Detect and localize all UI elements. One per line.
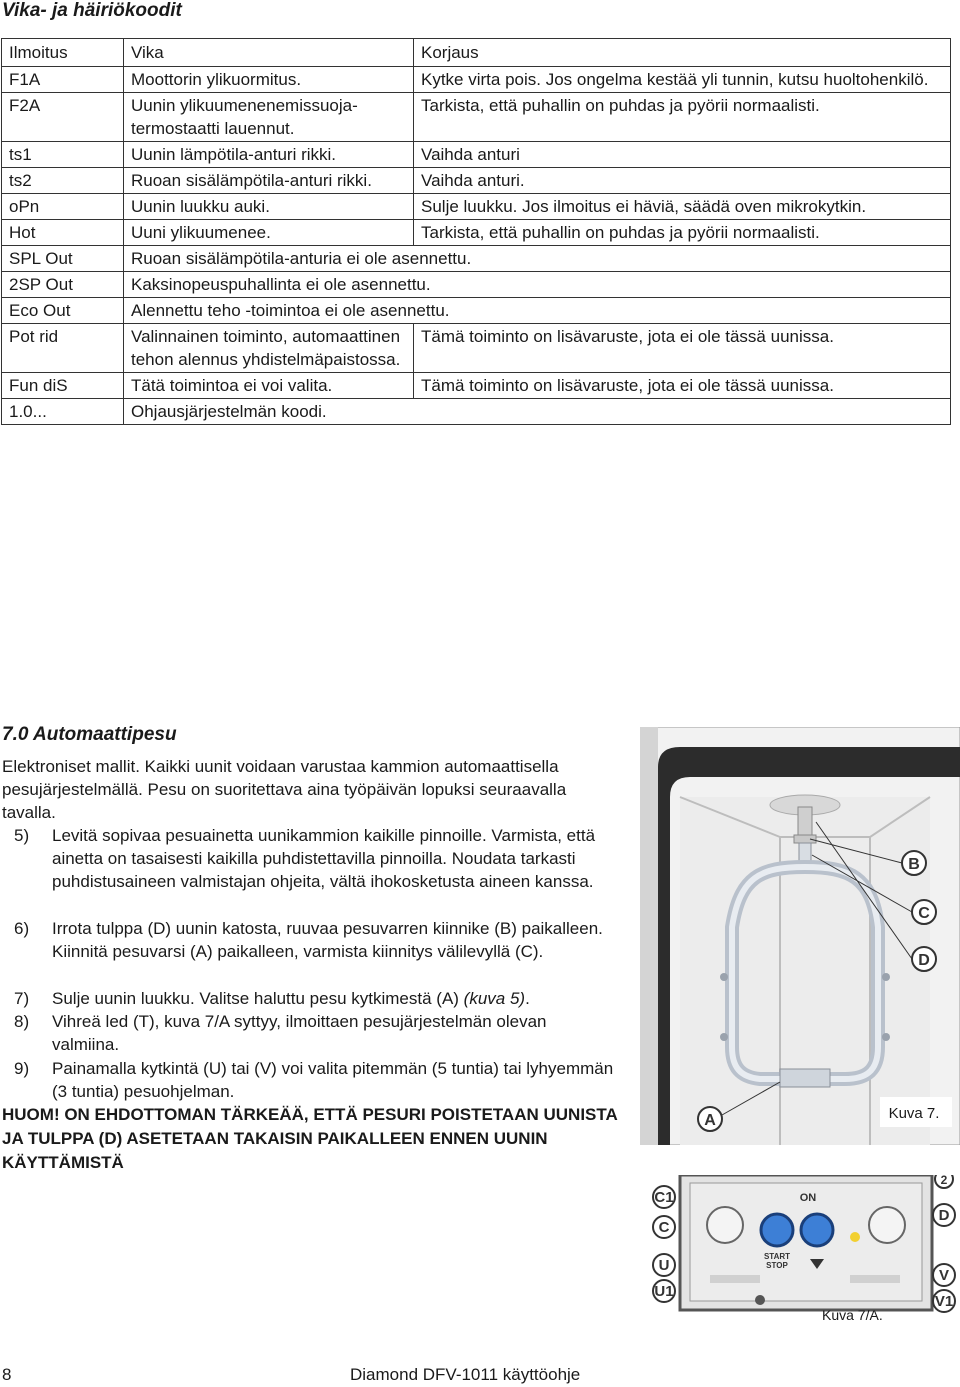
- label-c: C: [918, 905, 930, 922]
- table-row: [2, 142, 951, 168]
- row-fix: Vaihda anturi: [414, 142, 951, 168]
- row-fault: Uuni ylikuumenee.: [124, 220, 414, 246]
- table-row: [2, 246, 951, 272]
- control-panel-illustration: [650, 1175, 960, 1325]
- table-row: [2, 168, 951, 194]
- step-text: [52, 987, 617, 1010]
- row-fault: Alennettu teho -toimintoa ei ole asennettu.: [124, 298, 951, 324]
- table-header-row: [2, 39, 951, 67]
- row-code: Hot: [2, 220, 124, 246]
- label-d: D: [938, 1207, 950, 1224]
- row-code: Eco Out: [2, 298, 124, 324]
- row-fault: Uunin luukku auki.: [124, 194, 414, 220]
- label-2: 2: [940, 1175, 948, 1187]
- section-title: Vika- ja häiriökoodit: [2, 0, 182, 21]
- figure-caption: Kuva 7/A.: [822, 1307, 883, 1323]
- header-fix: Korjaus: [414, 39, 951, 67]
- led-icon: [850, 1232, 860, 1242]
- step-number: 7): [14, 989, 30, 1008]
- table-row: [2, 324, 951, 373]
- row-code: F2A: [2, 93, 124, 142]
- start-label: START: [763, 1252, 791, 1261]
- fault-code-table: [1, 38, 951, 425]
- list-item: [2, 1010, 617, 1056]
- document-title: Diamond DFV-1011 käyttöohje: [350, 1365, 581, 1384]
- row-code: ts2: [2, 168, 124, 194]
- wash-intro: Elektroniset mallit. Kaikki uunit voidaan varustaa kammion automaattisella pesujärjestelmällä. Pesu on suoritettava aina työpäivän lopuksi seuraavalla tavalla.: [2, 757, 567, 822]
- stop-label: STOP: [766, 1261, 788, 1270]
- header-code: Ilmoitus: [2, 39, 124, 67]
- row-fix: Tämä toiminto on lisävaruste, jota ei ole tässä uunissa.: [414, 324, 951, 373]
- list-item: [2, 1057, 617, 1103]
- step-number: 5): [14, 826, 30, 845]
- wash-arm-illustration: [640, 727, 960, 1145]
- table-row: [2, 67, 951, 93]
- label-u: U: [658, 1257, 670, 1274]
- figure-control-panel: [650, 1175, 960, 1325]
- step-text-end: .: [525, 989, 530, 1008]
- label-c1: C1: [654, 1189, 674, 1206]
- step-text: Irrota tulppa (D) uunin katosta, ruuvaa pesuvarren kiinnike (B) paikalleen. Kiinnitä pesuvarsi (A) paikalleen, varmista kiinnitys välilevyllä (C).: [52, 919, 603, 961]
- row-code: F1A: [2, 67, 124, 93]
- row-code: Fun diS: [2, 373, 124, 399]
- page-number: 8: [2, 1365, 12, 1384]
- row-fix: Tarkista, että puhallin on puhdas ja pyörii normaalisti.: [414, 93, 951, 142]
- figure-caption: Kuva 7.: [888, 1105, 940, 1122]
- row-fault: Kaksinopeuspuhallinta ei ole asennettu.: [124, 272, 951, 298]
- list-item: [2, 824, 617, 916]
- row-fault: Uunin ylikuumenenemissuojatermostaatti lauennut.: [124, 93, 414, 142]
- warning-text: HUOM! ON EHDOTTOMAN TÄRKEÄÄ, ETTÄ PESURI POISTETAAN UUNISTA JA TULPPA (D) ASETETAAN TAKAISIN PAIKALLEEN ENNEN UUNIN KÄYTTÄMISTÄ: [2, 1105, 618, 1172]
- step-text-main: Sulje uunin luukku. Valitse haluttu pesu kytkimestä (A): [52, 989, 464, 1008]
- row-fix: Vaihda anturi.: [414, 168, 951, 194]
- label-b: B: [908, 856, 920, 873]
- row-code: oPn: [2, 194, 124, 220]
- row-code: Pot rid: [2, 324, 124, 373]
- row-code: SPL Out: [2, 246, 124, 272]
- row-fault: Ruoan sisälämpötila-anturi rikki.: [124, 168, 414, 194]
- label-v1: V1: [934, 1293, 954, 1310]
- table-row: [2, 298, 951, 324]
- list-item: [2, 987, 617, 1010]
- row-fault: Uunin lämpötila-anturi rikki.: [124, 142, 414, 168]
- table-row: [2, 373, 951, 399]
- table-row: [2, 399, 951, 425]
- list-item: [2, 917, 617, 986]
- on-label: ON: [799, 1192, 817, 1204]
- label-d: D: [918, 952, 930, 969]
- step-number: 6): [14, 919, 30, 938]
- table-row: [2, 272, 951, 298]
- row-fault: Ohjausjärjestelmän koodi.: [124, 399, 951, 425]
- wash-heading: 7.0 Automaattipesu: [2, 724, 177, 745]
- label-v: V: [938, 1267, 950, 1284]
- row-fault: Moottorin ylikuormitus.: [124, 67, 414, 93]
- stop-button-illustration: [801, 1214, 833, 1246]
- step-number: 9): [14, 1059, 30, 1078]
- label-u1: U1: [654, 1283, 674, 1300]
- row-fix: Tarkista, että puhallin on puhdas ja pyörii normaalisti.: [414, 220, 951, 246]
- step-text: Painamalla kytkintä (U) tai (V) voi valita pitemmän (5 tuntia) tai lyhyemmän (3 tuntia) pesuohjelman.: [52, 1059, 614, 1101]
- label-a: A: [704, 1112, 716, 1129]
- row-code: 1.0...: [2, 399, 124, 425]
- table-row: [2, 194, 951, 220]
- start-button-illustration: [761, 1214, 793, 1246]
- row-fix: Kytke virta pois. Jos ongelma kestää yli tunnin, kutsu huoltohenkilö.: [414, 67, 951, 93]
- row-fix: Sulje luukku. Jos ilmoitus ei häviä, säädä oven mikrokytkin.: [414, 194, 951, 220]
- row-code: ts1: [2, 142, 124, 168]
- step-text: Levitä sopivaa pesuainetta uunikammion kaikille pinnoille. Varmista, että ainetta on tasaisesti kaikilla puhdistettavilla pinnoilla. Noudata tarkasti puhdistusaineen valmistajan ohjeita, vältä ihokosketusta aineen kanssa.: [52, 826, 596, 891]
- table-row: [2, 220, 951, 246]
- row-fault: Ruoan sisälämpötila-anturia ei ole asennettu.: [124, 246, 951, 272]
- step-text: Vihreä led (T), kuva 7/A syttyy, ilmoittaen pesujärjestelmän olevan valmiina.: [52, 1012, 547, 1054]
- table-row: [2, 93, 951, 142]
- row-fix: Tämä toiminto on lisävaruste, jota ei ole tässä uunissa.: [414, 373, 951, 399]
- figure-wash-arm: [640, 727, 960, 1145]
- header-fault: Vika: [124, 39, 414, 67]
- label-c: C: [658, 1219, 670, 1236]
- row-code: 2SP Out: [2, 272, 124, 298]
- step-number: 8): [14, 1012, 30, 1031]
- figure-reference: (kuva 5): [463, 989, 526, 1008]
- row-fault: Tätä toimintoa ei voi valita.: [124, 373, 414, 399]
- row-fault: Valinnainen toiminto, automaattinen tehon alennus yhdistelmäpaistossa.: [124, 324, 414, 373]
